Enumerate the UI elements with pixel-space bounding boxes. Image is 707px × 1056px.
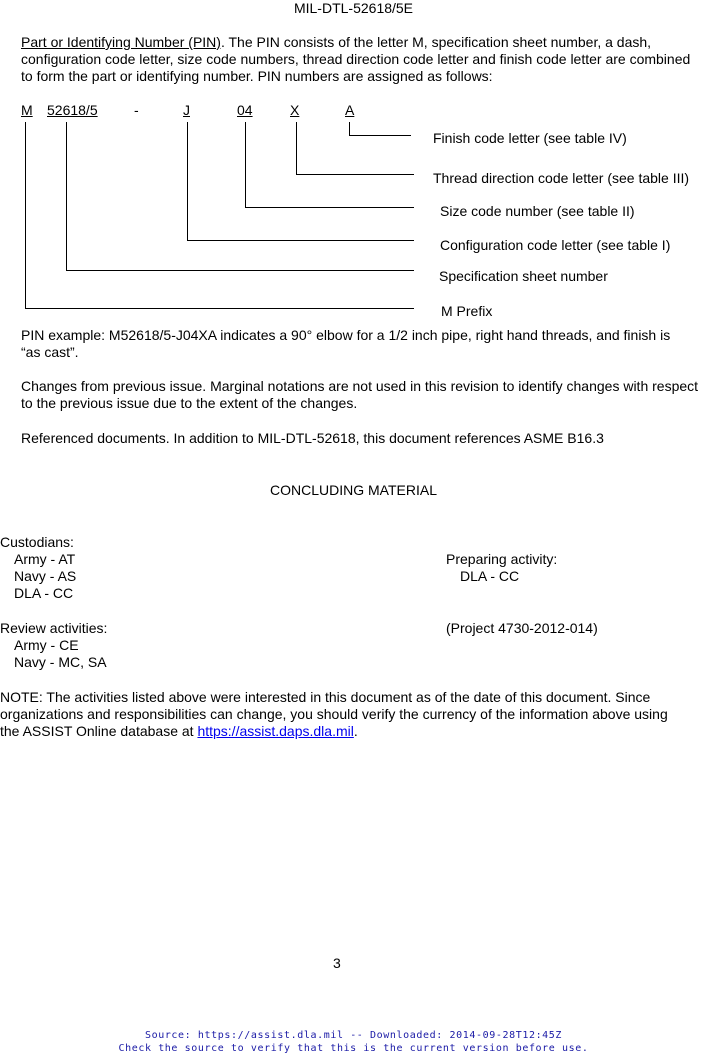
label-config: Configuration code letter (see table I) (440, 237, 671, 253)
footer-source-line: Source: https://assist.dla.mil -- Downloaded: 2014-09-28T12:45Z (144, 1030, 563, 1041)
pin-example-paragraph: PIN example: M52618/5-J04XA indicates a 90° elbow for a 1/2 inch pipe, right hand threads, and finish is “as cast”. (21, 327, 671, 361)
project-number: (Project 4730-2012-014) (446, 620, 598, 636)
leader-prefix (26, 122, 415, 309)
document-id-header: MIL-DTL-52618/5E (293, 0, 414, 16)
assist-online-link[interactable]: https://assist.daps.dla.mil (197, 723, 354, 740)
preparing-activity-title: Preparing activity: (446, 551, 558, 567)
leader-config (188, 122, 415, 241)
note-end: . (353, 723, 358, 740)
label-finish: Finish code letter (see table IV) (433, 130, 627, 146)
concluding-material-heading: CONCLUDING MATERIAL (270, 482, 437, 498)
pin-part-config: J (183, 102, 190, 118)
label-prefix: M Prefix (441, 303, 493, 319)
leader-finish (350, 122, 412, 136)
leader-size (246, 122, 415, 208)
pin-part-spec-sheet: 52618/5 (47, 102, 98, 118)
custodian-item: DLA - CC (14, 585, 74, 601)
changes-paragraph: Changes from previous issue. Marginal notations are not used in this revision to identify changes with respect to the previous issue due to the extent of the changes. (21, 378, 699, 412)
pin-section-heading-end: . (220, 34, 225, 50)
label-size: Size code number (see table II) (440, 203, 635, 219)
review-item: Army - CE (14, 637, 79, 653)
review-item: Navy - MC, SA (14, 654, 107, 670)
pin-part-size: 04 (237, 102, 253, 118)
pin-part-prefix: M (21, 102, 33, 118)
custodian-item: Navy - AS (14, 568, 77, 584)
review-activities-title: Review activities: (0, 620, 108, 636)
pin-section-heading: Part or Identifying Number (PIN) (21, 34, 221, 50)
custodian-item: Army - AT (14, 551, 76, 567)
page-number: 3 (333, 955, 341, 971)
leader-spec-sheet (67, 122, 415, 271)
footer-verify-line: Check the source to verify that this is the current version before use. (118, 1043, 589, 1054)
custodians-title: Custodians: (0, 534, 74, 550)
preparing-activity-value: DLA - CC (460, 568, 520, 584)
pin-part-thread: X (290, 102, 300, 118)
note-text: NOTE: The activities listed above were interested in this document as of the date of this document. Since organizations and responsibilities can change, you should verify the currency of the information above using the ASSIST Online database at (0, 689, 668, 740)
leader-thread (297, 122, 415, 175)
label-spec-sheet: Specification sheet number (439, 268, 608, 284)
note-paragraph (0, 689, 690, 741)
pin-section-text: The PIN consists of the letter M, specification sheet number, a dash, configuration code letter, size code numbers, thread direction code letter and finish code letter are combined to form the part or identifying number. PIN numbers are assigned as follows: (21, 34, 691, 85)
pin-part-dash: - (134, 102, 139, 118)
referenced-documents-paragraph: Referenced documents. In addition to MIL-DTL-52618, this document references ASME B16.3 (21, 430, 604, 446)
pin-part-finish: A (345, 102, 355, 118)
label-thread: Thread direction code letter (see table III) (433, 170, 690, 186)
